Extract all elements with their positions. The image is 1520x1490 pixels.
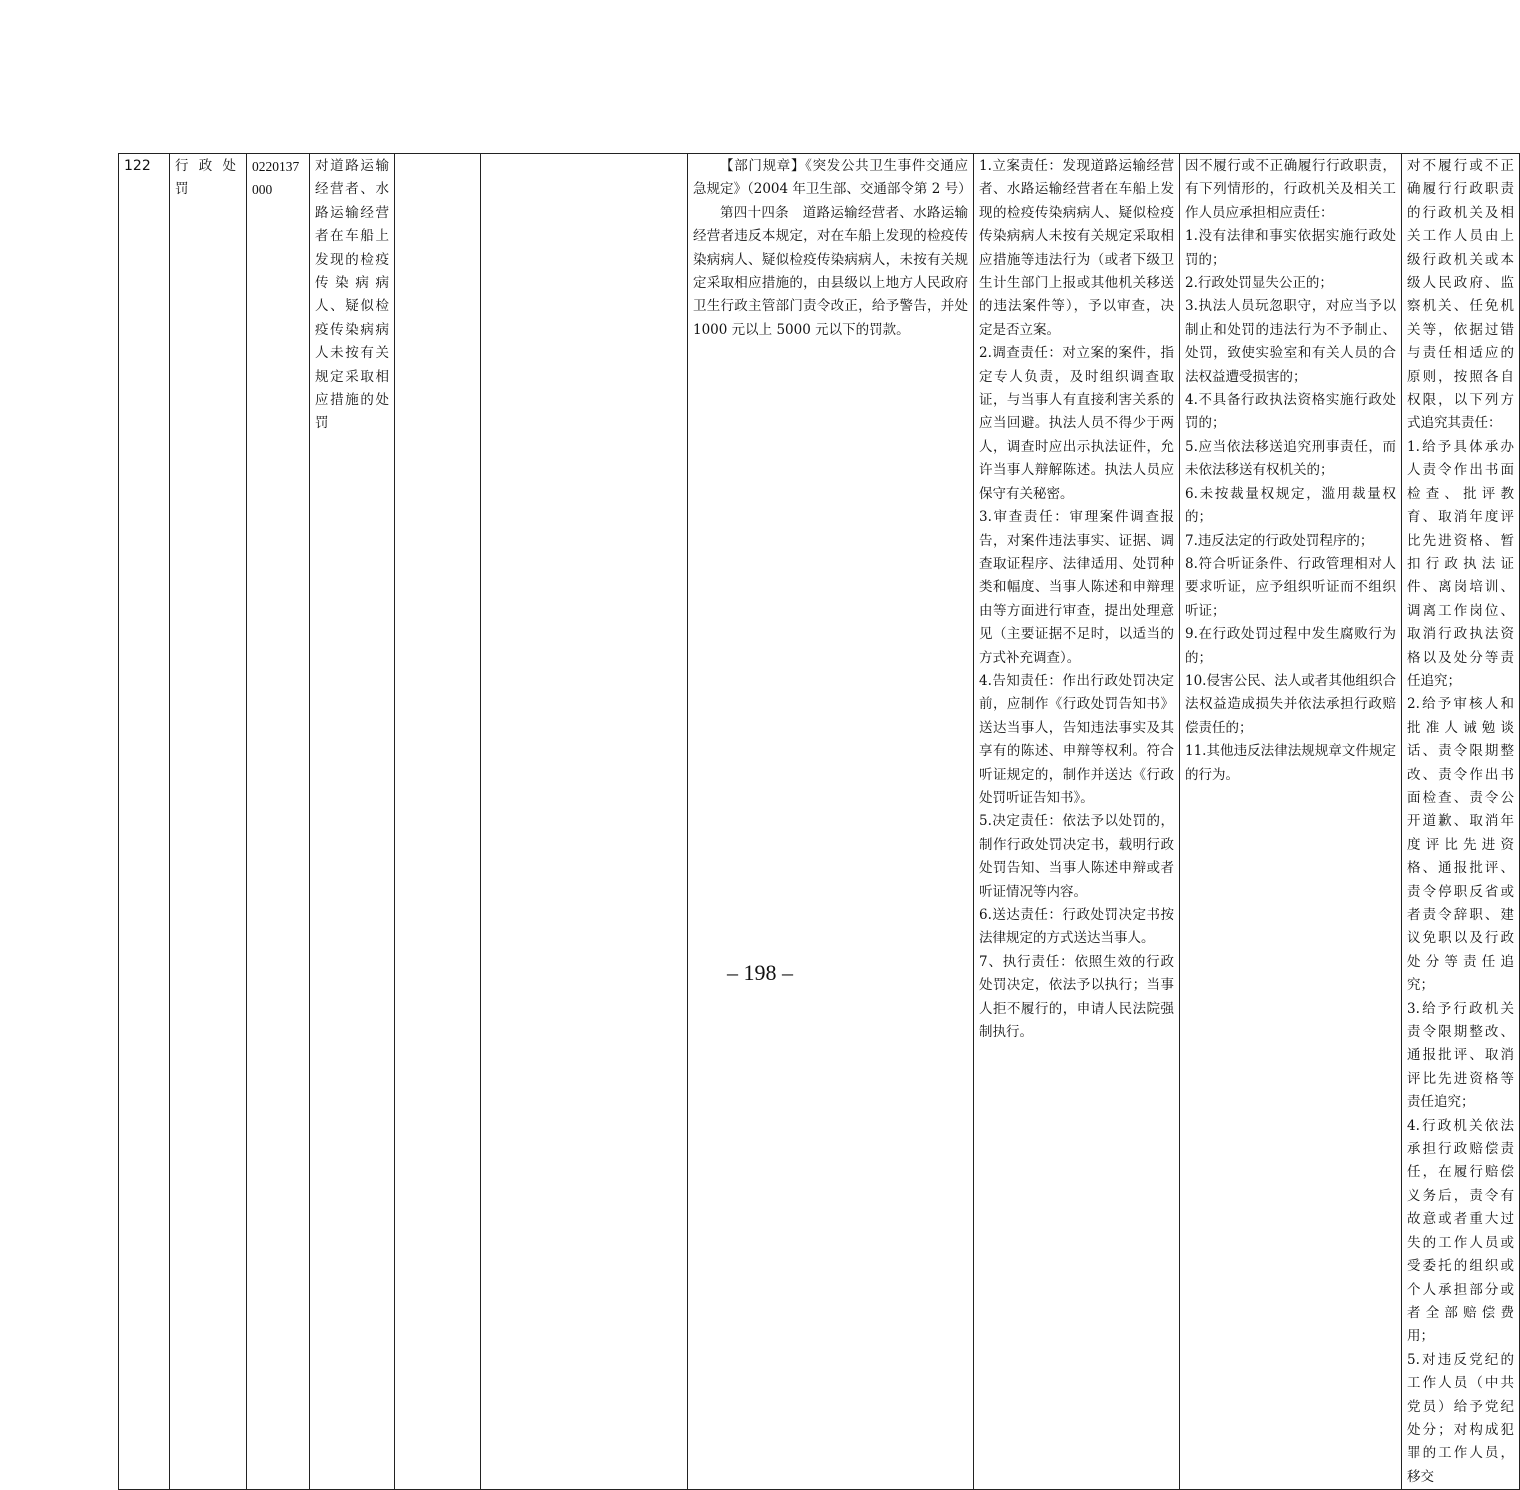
power-list-table xyxy=(118,153,1520,1490)
list-item: 1.给予具体承办人责令作出书面检查、批评教育、取消年度评比先进资格、暂扣行政执法证件、离岗培训、调离工作岗位、取消行政执法资格以及处分等责任追究； xyxy=(1407,438,1514,689)
accountability-methods xyxy=(1402,154,1520,1490)
list-item: 3.给予行政机关责令限期整改、通报批评、取消评比先进资格等责任追究； xyxy=(1407,1000,1514,1111)
power-item-name: 对道路运输经营者、水路运输经营者在车船上发现的检疫传染病病人、疑似检疫传染病病人未按有关规定采取相应措施的处罚 xyxy=(310,154,395,1490)
list-item: 7.违反法定的行政处罚程序的； xyxy=(1185,532,1374,549)
basis-article: 第四十四条 道路运输经营者、水路运输经营者违反本规定，对在车船上发现的检疫传染病病人、疑似检疫传染病病人，未按有关规定采取相应措施的，由县级以上地方人民政府卫生行政主管部门责令改正，给予警告，并处 1000 元以上 5000 元以下的罚款。 xyxy=(693,204,968,338)
legal-basis xyxy=(688,154,974,1490)
list-item: 3.审查责任：审理案件调查报告，对案件违法事实、证据、调查取证程序、法律适用、处罚种类和幅度、当事人陈述和申辩理由等方面进行审查，提出处理意见（主要证据不足时，以适当的方式补充调查）。 xyxy=(979,509,1174,666)
list-item: 8.符合听证条件、行政管理相对人要求听证，应予组织听证而不组织听证； xyxy=(1185,555,1396,619)
responsibility-list xyxy=(974,154,1180,1490)
empty-cell xyxy=(395,154,481,1490)
list-item: 4.告知责任：作出行政处罚决定前，应制作《行政处罚告知书》送达当事人，告知违法事实及其享有的陈述、申辩等权利。符合听证规定的，制作并送达《行政处罚听证告知书》。 xyxy=(979,672,1174,806)
list-item: 6.送达责任：行政处罚决定书按法律规定的方式送达当事人。 xyxy=(979,907,1174,947)
list-item: 1.立案责任：发现道路运输经营者、水路运输经营者在车船上发现的检疫传染病病人、疑似检疫传染病病人未按有关规定采取相应措施等违法行为（或者下级卫生计生部门上报或其他机关移送的违法案件等），予以审查，决定是否立案。 xyxy=(979,158,1174,338)
page-number: – 198 – xyxy=(727,960,793,985)
list-item: 7、执行责任：依照生效的行政处罚决定，依法予以执行；当事人拒不履行的，申请人民法院强制执行。 xyxy=(979,953,1174,1041)
list-item: 因不履行或不正确履行行政职责，有下列情形的，行政机关及相关工作人员应承担相应责任： xyxy=(1185,158,1396,221)
list-item: 3.执法人员玩忽职守，对应当予以制止和处罚的违法行为不予制止、处罚，致使实验室和有关人员的合法权益遭受损害的； xyxy=(1185,298,1396,385)
list-item: 5.决定责任：依法予以处罚的，制作行政处罚决定书，载明行政处罚告知、当事人陈述申辩或者听证情况等内容。 xyxy=(979,813,1174,900)
row-index: 122 xyxy=(119,154,170,1490)
list-item: 1.没有法律和事实依据实施行政处罚的； xyxy=(1185,228,1396,268)
empty-cell xyxy=(481,154,688,1490)
list-item: 11.其他违反法律法规规章文件规定的行为。 xyxy=(1185,743,1396,783)
power-code: 0220137000 xyxy=(247,154,310,1490)
list-item: 2.调查责任：对立案的案件，指定专人负责，及时组织调查取证，与当事人有直接利害关系的应当回避。执法人员不得少于两人，调查时应出示执法证件，允许当事人辩解陈述。执法人员应保守有关秘密。 xyxy=(979,345,1174,502)
accountability-cases xyxy=(1180,154,1402,1490)
list-item: 4.不具备行政执法资格实施行政处罚的； xyxy=(1185,392,1396,432)
list-item: 6.未按裁量权规定，滥用裁量权的； xyxy=(1185,485,1396,526)
power-category: 行政处罚 xyxy=(170,154,247,1490)
basis-regulation: 【部门规章】《突发公共卫生事件交通应急规定》（2004 年卫生部、交通部令第 2 号） xyxy=(693,158,972,198)
list-item: 9.在行政处罚过程中发生腐败行为的； xyxy=(1185,626,1396,666)
list-item: 2.行政处罚显失公正的； xyxy=(1185,275,1333,292)
list-item: 5.对违反党纪的工作人员（中共党员）给予党纪处分；对构成犯罪的工作人员，移交 xyxy=(1407,1351,1514,1485)
list-item: 10.侵害公民、法人或者其他组织合法权益造成损失并依法承担行政赔偿责任的； xyxy=(1185,672,1396,736)
list-item: 4.行政机关依法承担行政赔偿责任，在履行赔偿义务后，责令有故意或者重大过失的工作人员或受委托的组织或个人承担部分或者全部赔偿费用； xyxy=(1407,1117,1514,1345)
list-item: 2.给予审核人和批准人诫勉谈话、责令限期整改、责令作出书面检查、责令公开道歉、取消年度评比先进资格、通报批评、责令停职反省或者责令辞职、建议免职以及行政处分等责任追究； xyxy=(1407,696,1514,994)
table-row xyxy=(119,154,1520,1490)
list-item: 对不履行或不正确履行行政职责的行政机关及相关工作人员由上级行政机关或本级人民政府、监察机关、任免机关等，依据过错与责任相适应的原则，按照各自权限，以下列方式追究其责任： xyxy=(1407,158,1514,432)
list-item: 5.应当依法移送追究刑事责任，而未依法移送有权机关的； xyxy=(1185,438,1396,479)
